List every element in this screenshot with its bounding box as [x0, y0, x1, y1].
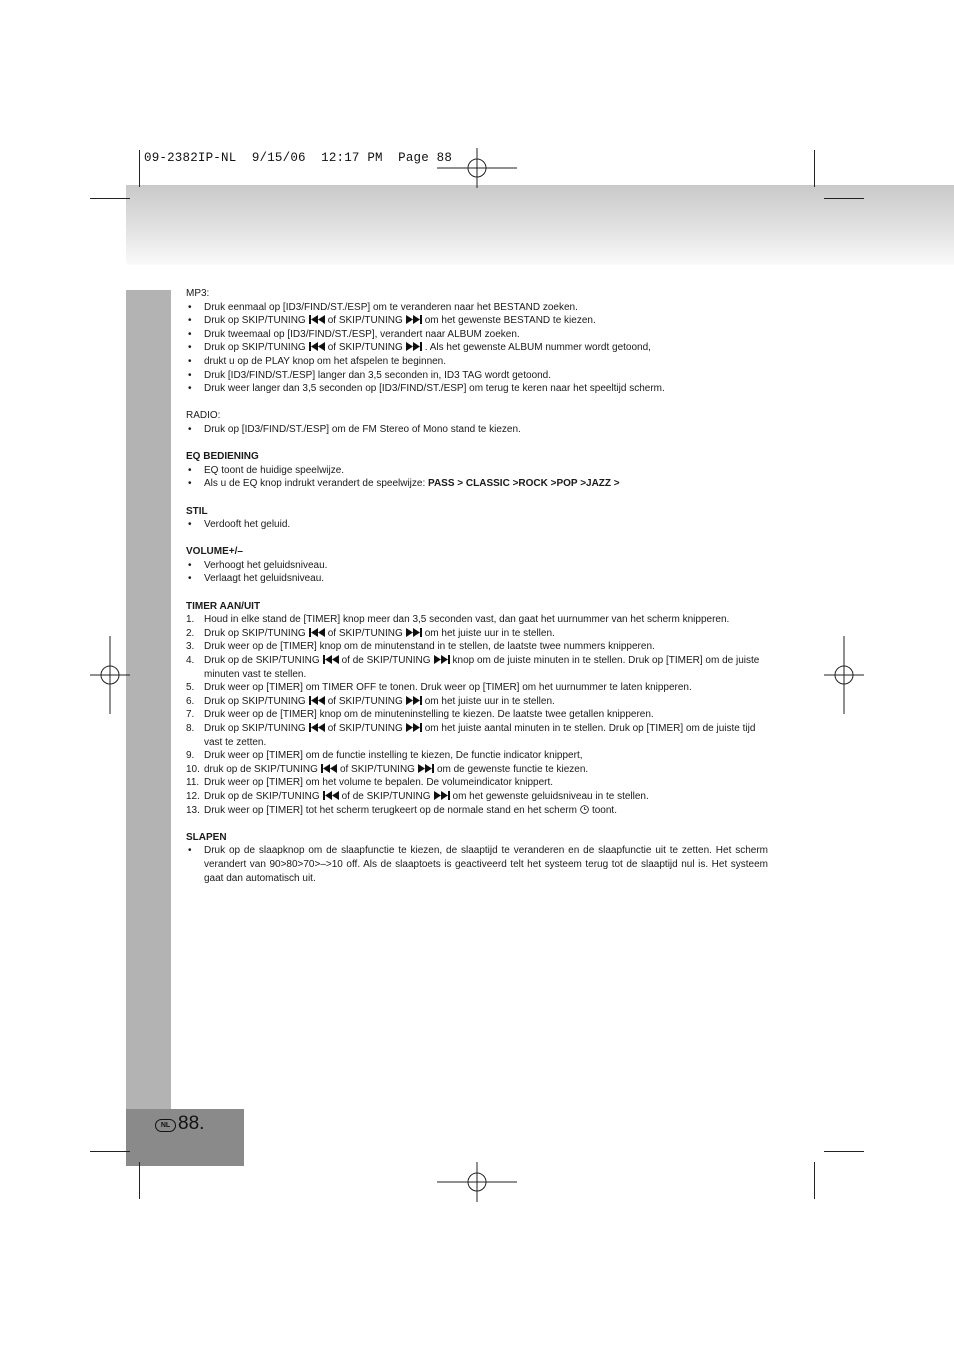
skip-forward-icon [406, 342, 422, 351]
volume-list [186, 559, 768, 586]
list-item: • Druk op de slaapknop om de slaapfunctie te kiezen, de slaaptijd te veranderen en de slaapfunctie uit te zetten. Het scherm verandert van 90>80>70>–>10 off. Als de slaaptoets is geactiveerd telt het systeem terug tot de slaaptijd nul is. Het systeem gaat dan automatisch uit. [188, 845, 768, 884]
list-item: • Verlaagt het geluidsniveau. [188, 573, 325, 585]
skip-back-icon [321, 764, 337, 773]
list-item: 5. Druk weer op [TIMER] om TIMER OFF te tonen. Druk weer op [TIMER] om het uurnummer te laten knipperen. [186, 682, 692, 694]
print-slug: 09-2382IP-NL 9/15/06 12:17 PM Page 88 [144, 151, 453, 165]
slapen-list [186, 844, 768, 885]
manual-content [186, 287, 768, 885]
skip-back-icon [323, 655, 339, 664]
list-item: 9. Druk weer op [TIMER] om de functie instelling te kiezen, De functie indicator knippert, [186, 750, 583, 762]
list-item: 13. Druk weer op [TIMER] tot het scherm terugkeert op de normale stand en het scherm toont. [186, 804, 617, 816]
timer-heading: TIMER AAN/UIT [186, 600, 261, 612]
registration-mark-icon [437, 148, 517, 188]
list-item: • Druk op SKIP/TUNING of SKIP/TUNING om het gewenste BESTAND te kiezen. [188, 315, 596, 327]
crop-mark [814, 150, 815, 187]
radio-list [186, 423, 768, 437]
registration-mark-icon [824, 636, 864, 714]
list-item: 10. druk op de SKIP/TUNING of SKIP/TUNING om de gewenste functie te kiezen. [186, 763, 589, 775]
list-item: 11. Druk weer op [TIMER] om het volume te bepalen. De volumeindicator knippert. [186, 777, 554, 789]
registration-mark-icon [90, 636, 130, 714]
crop-mark [824, 198, 864, 199]
eq-modes: PASS > CLASSIC >ROCK >POP >JAZZ > [428, 478, 620, 490]
list-item: • Druk weer langer dan 3,5 seconden op [ID3/FIND/ST./ESP] om terug te keren naar het speeltijd scherm. [188, 383, 665, 395]
skip-back-icon [309, 696, 325, 705]
stil-list [186, 518, 768, 532]
eq-list [186, 464, 768, 491]
skip-forward-icon [406, 628, 422, 637]
list-item: • Druk eenmaal op [ID3/FIND/ST./ESP] om te veranderen naar het BESTAND zoeken. [188, 301, 578, 313]
skip-back-icon [309, 315, 325, 324]
list-item: 8. Druk op SKIP/TUNING of SKIP/TUNING om het juiste aantal minuten in te stellen. Druk op [TIMER] om de juiste tijd vast te zetten. [186, 723, 756, 748]
list-item: 4. Druk op de SKIP/TUNING of de SKIP/TUNING knop om de juiste minuten in te stellen. Druk op [TIMER] om de juiste minuten vast te stellen. [186, 655, 760, 680]
slapen-heading: SLAPEN [186, 831, 227, 843]
crop-mark [824, 1151, 864, 1152]
list-item: • drukt u op de PLAY knop om het afspelen te beginnen. [188, 355, 447, 367]
eq-heading: EQ BEDIENING [186, 451, 259, 463]
skip-back-icon [309, 628, 325, 637]
skip-back-icon [309, 342, 325, 351]
crop-mark [90, 198, 130, 199]
timer-steps [186, 613, 768, 817]
mp3-label: MP3: [186, 288, 210, 299]
registration-mark-icon [437, 1162, 517, 1202]
page-number: 88. [178, 1113, 205, 1134]
list-item: • Druk [ID3/FIND/ST./ESP] langer dan 3,5 seconden in, ID3 TAG wordt getoond. [188, 369, 552, 381]
list-item: • Als u de EQ knop indrukt verandert de speelwijze: PASS > CLASSIC >ROCK >POP >JAZZ > [188, 478, 620, 490]
list-item: • Druk op [ID3/FIND/ST./ESP] om de FM Stereo of Mono stand te kiezen. [188, 423, 521, 435]
skip-forward-icon [418, 764, 434, 773]
header-band [126, 185, 954, 265]
list-item: 2. Druk op SKIP/TUNING of SKIP/TUNING om het juiste uur in te stellen. [186, 627, 555, 639]
list-item: • EQ toont de huidige speelwijze. [188, 464, 345, 476]
crop-mark [139, 150, 140, 187]
list-item: 3. Druk weer op de [TIMER] knop om de minutenstand in te stellen, de laatste twee nummers knipperen. [186, 641, 655, 653]
skip-forward-icon [406, 723, 422, 732]
list-item: • Druk tweemaal op [ID3/FIND/ST./ESP], verandert naar ALBUM zoeken. [188, 328, 520, 340]
mp3-list [186, 301, 768, 396]
list-item: 1. Houd in elke stand de [TIMER] knop meer dan 3,5 seconden vast, dan gaat het uurnummer van het scherm knipperen. [186, 614, 730, 626]
crop-mark [139, 1162, 140, 1199]
list-item: • Verhoogt het geluidsniveau. [188, 559, 328, 571]
list-item: 7. Druk weer op de [TIMER] knop om de minuteninstelling te kiezen. De laatste twee getallen knipperen. [186, 709, 654, 721]
stil-heading: STIL [186, 505, 208, 517]
list-item: • Druk op SKIP/TUNING of SKIP/TUNING . Als het gewenste ALBUM nummer wordt getoond, [188, 342, 651, 354]
list-item: 12. Druk op de SKIP/TUNING of de SKIP/TUNING om het gewenste geluidsniveau in te stellen. [186, 790, 649, 802]
volume-heading: VOLUME+/– [186, 546, 243, 558]
skip-back-icon [309, 723, 325, 732]
crop-mark [814, 1162, 815, 1199]
radio-label: RADIO: [186, 410, 221, 422]
list-item: 6. Druk op SKIP/TUNING of SKIP/TUNING om het juiste uur in te stellen. [186, 695, 555, 707]
skip-forward-icon [434, 655, 450, 664]
skip-forward-icon [406, 696, 422, 705]
crop-mark [90, 1151, 130, 1152]
skip-forward-icon [406, 315, 422, 324]
skip-back-icon [323, 791, 339, 800]
skip-forward-icon [434, 791, 450, 800]
list-item: • Verdooft het geluid. [188, 519, 291, 531]
language-badge: NL [155, 1119, 176, 1132]
clock-icon [580, 805, 589, 814]
side-bar [126, 290, 171, 1110]
